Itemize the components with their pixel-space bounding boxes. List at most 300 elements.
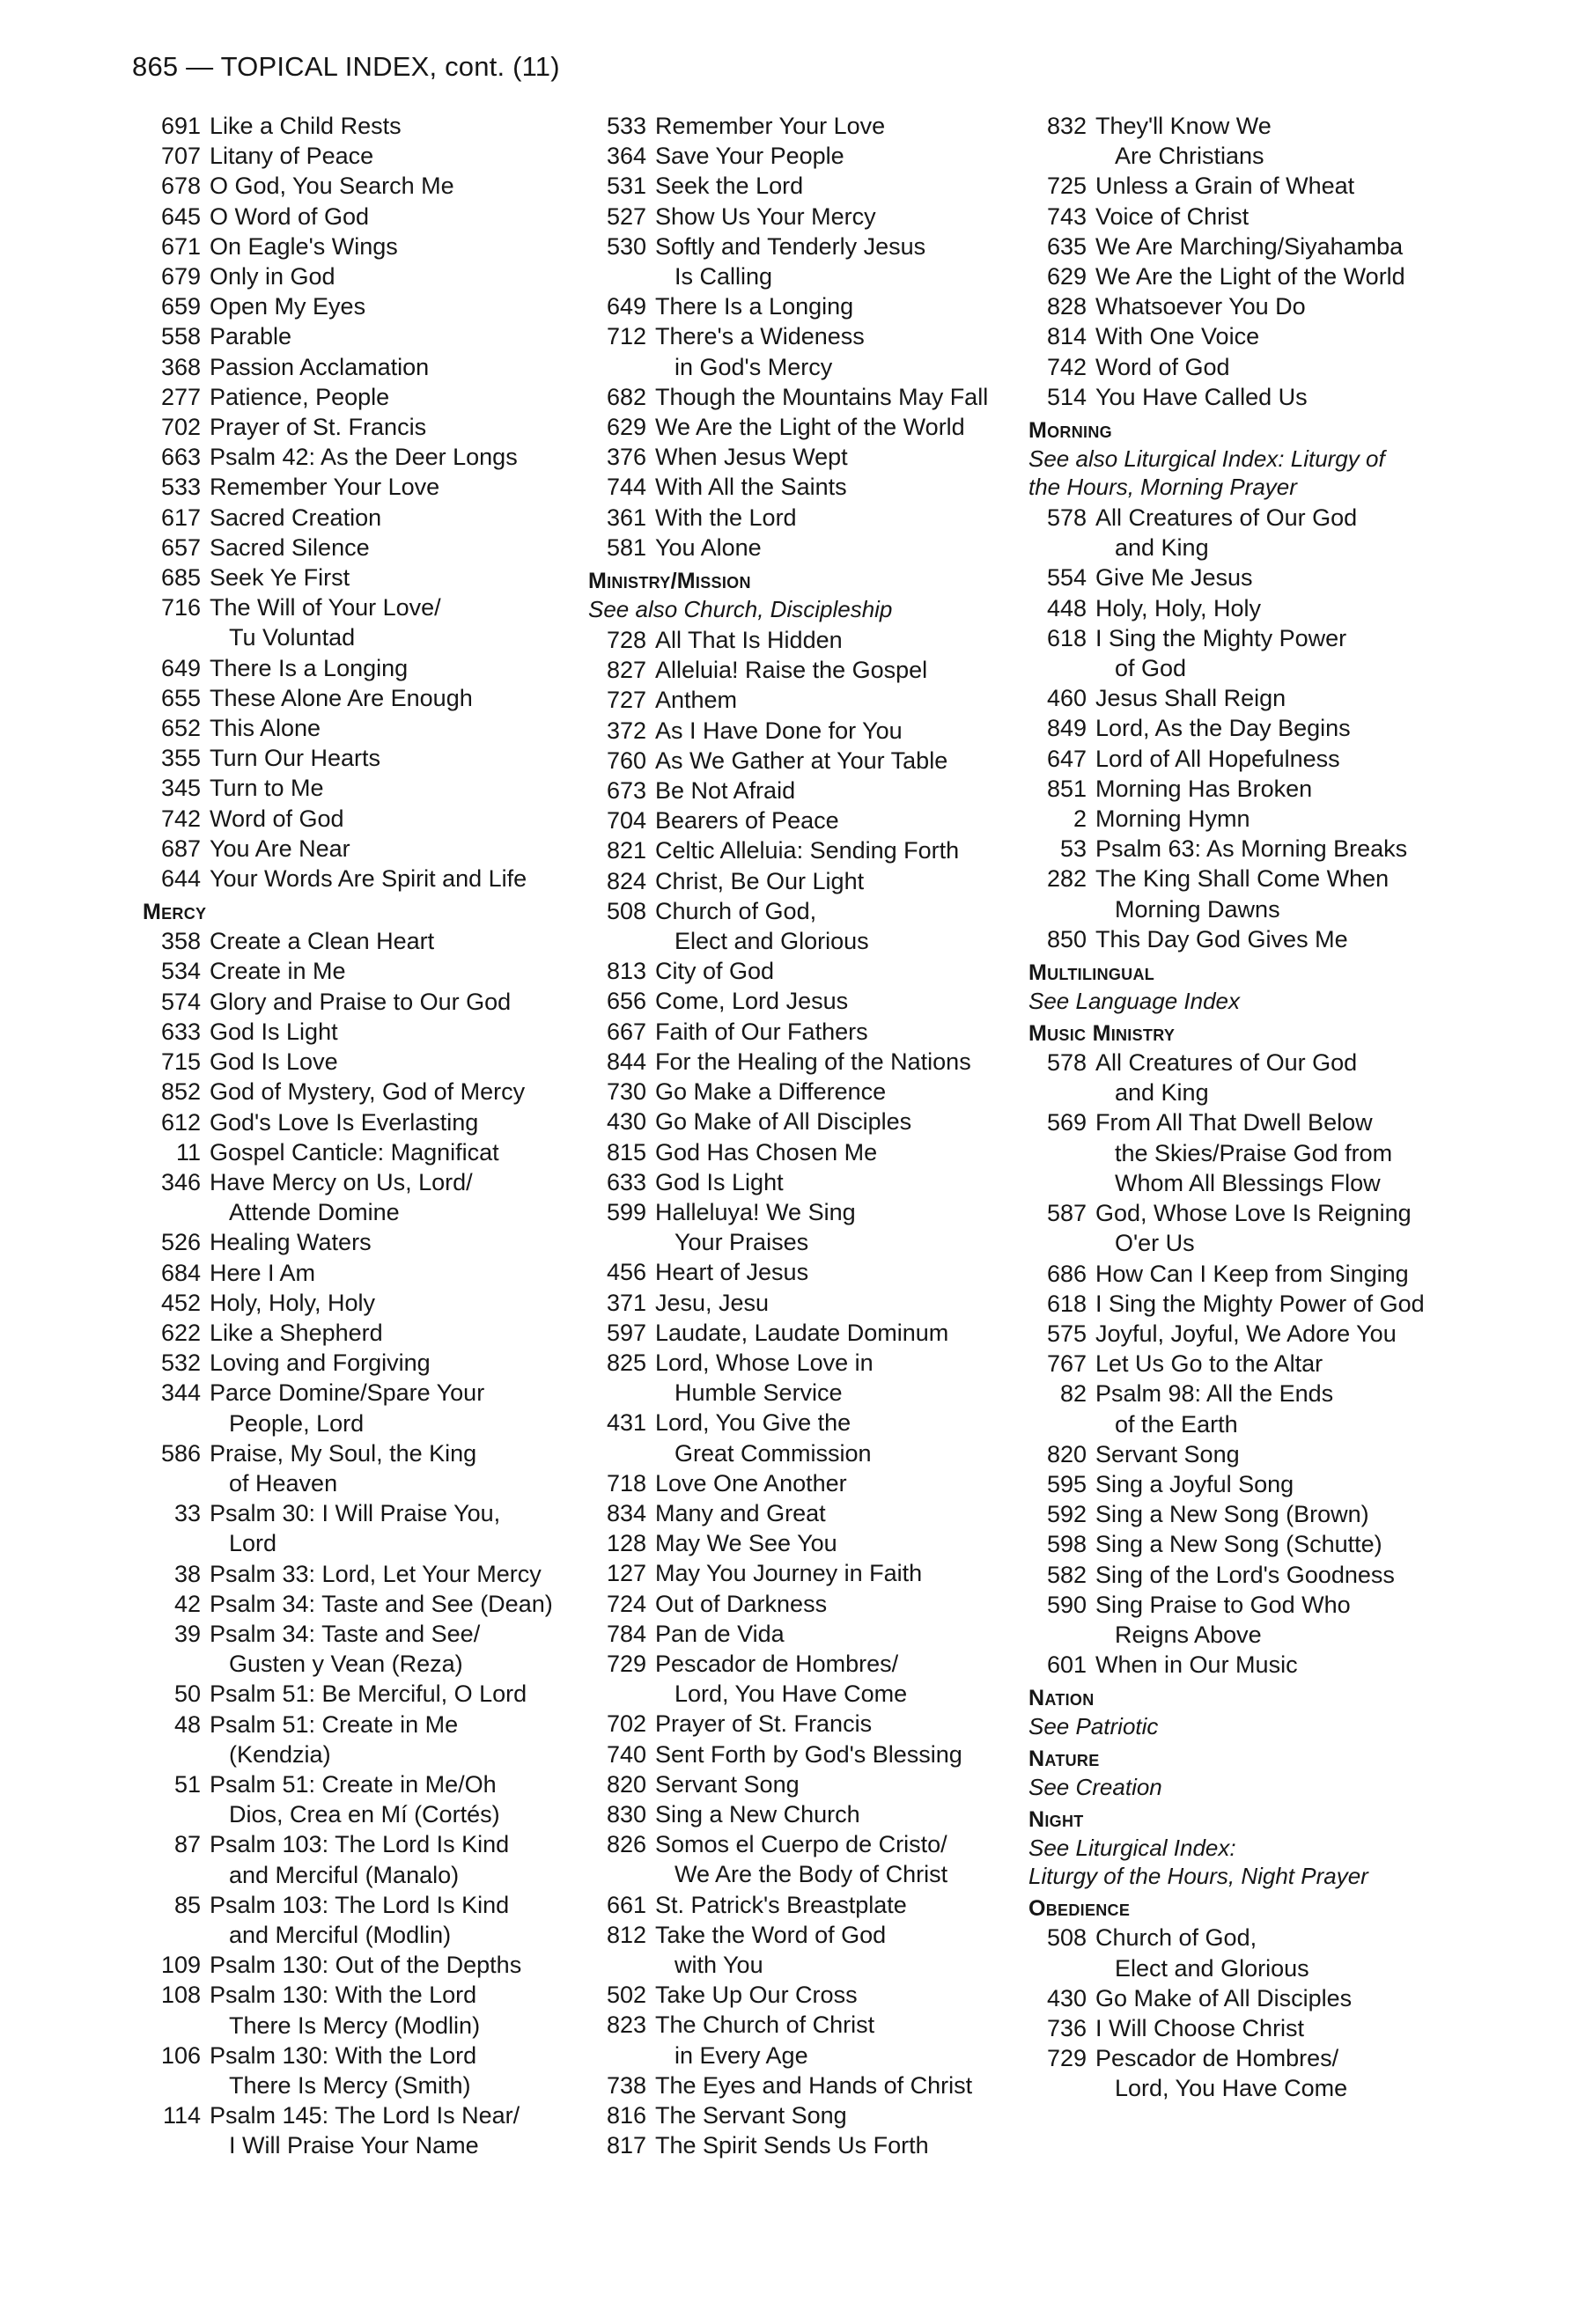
section-heading: Music Ministry xyxy=(1028,1021,1176,1047)
index-entry xyxy=(143,1769,583,1829)
index-entry xyxy=(588,2010,1028,2070)
hymn-number: 826 xyxy=(606,1831,646,1858)
index-entry xyxy=(588,1047,1028,1077)
hymn-title-continuation: Your Praises xyxy=(675,1229,809,1256)
hymn-number: 371 xyxy=(606,1289,646,1316)
hymn-number: 704 xyxy=(606,807,646,835)
hymn-title xyxy=(655,1799,1028,1829)
hymn-title-continuation: There Is Mercy (Modlin) xyxy=(229,2011,481,2039)
index-entry xyxy=(588,805,1028,835)
hymn-number: 51 xyxy=(173,1770,201,1798)
hymn-title-line: Halleluya! We Sing xyxy=(655,1198,856,1225)
hymn-title-line: Turn to Me xyxy=(210,775,324,802)
hymn-title xyxy=(655,625,1028,655)
hymn-title-line: O God, You Search Me xyxy=(210,173,454,200)
hymn-number: 2 xyxy=(1073,805,1087,833)
hymn-number: 38 xyxy=(173,1560,201,1587)
index-entry xyxy=(1028,261,1486,291)
index-entry xyxy=(588,1769,1028,1799)
hymn-title-continuation: the Skies/Praise God from xyxy=(1115,1139,1393,1166)
hymn-title-continuation: I Will Praise Your Name xyxy=(229,2132,479,2159)
hymn-title-continuation: Lord xyxy=(229,1530,277,1557)
see-reference xyxy=(1028,1773,1486,1801)
index-entry xyxy=(588,1318,1028,1348)
hymn-title-line: Here I Am xyxy=(210,1259,316,1286)
hymn-title-line: All That Is Hidden xyxy=(655,627,843,654)
index-entry xyxy=(588,1107,1028,1136)
hymn-title-line: Many and Great xyxy=(655,1499,826,1526)
hymn-number: 128 xyxy=(606,1530,646,1557)
index-entry xyxy=(588,1829,1028,1889)
hymn-number: 736 xyxy=(1046,2014,1087,2041)
hymn-title-continuation: Elect and Glorious xyxy=(675,928,869,955)
hymn-number: 597 xyxy=(606,1319,646,1346)
hymn-title xyxy=(655,2100,1028,2130)
index-entry xyxy=(1028,1650,1486,1680)
hymn-title-line: Celtic Alleluia: Sending Forth xyxy=(655,837,960,864)
hymn-title xyxy=(1095,321,1486,351)
hymn-title xyxy=(1095,864,1486,923)
index-entry xyxy=(1028,924,1486,954)
hymn-title-line: All Creatures of Our God xyxy=(1095,504,1358,532)
index-entry xyxy=(143,382,583,412)
index-entry xyxy=(143,956,583,986)
hymn-number: 355 xyxy=(160,745,201,772)
hymn-title xyxy=(655,412,1028,442)
hymn-number: 834 xyxy=(606,1499,646,1526)
hymn-number: 812 xyxy=(606,1921,646,1948)
hymn-title-line: Create a Clean Heart xyxy=(210,928,435,955)
hymn-title-continuation: of God xyxy=(1115,655,1187,682)
hymn-title xyxy=(210,1258,583,1288)
index-entry xyxy=(588,1589,1028,1619)
hymn-title xyxy=(1095,1499,1486,1529)
hymn-title xyxy=(210,1980,583,2040)
hymn-title-line: Prayer of St. Francis xyxy=(210,414,427,441)
hymn-number: 716 xyxy=(160,594,201,621)
hymn-number: 578 xyxy=(1046,504,1087,532)
hymn-title-line: Let Us Go to the Altar xyxy=(1095,1350,1323,1378)
hymn-number: 647 xyxy=(1046,745,1087,772)
index-entry xyxy=(143,1288,583,1318)
see-reference-line: See Liturgical Index: xyxy=(1028,1835,1236,1862)
hymn-title xyxy=(655,655,1028,685)
hymn-title-line: The Eyes and Hands of Christ xyxy=(655,2071,973,2099)
index-entry xyxy=(588,1558,1028,1588)
hymn-title-line: Psalm 145: The Lord Is Near/ xyxy=(210,2102,520,2129)
hymn-title xyxy=(1095,1319,1486,1349)
see-reference-line: See Language Index xyxy=(1028,988,1240,1015)
hymn-title xyxy=(655,2010,1028,2070)
index-entry xyxy=(1028,593,1486,623)
hymn-title-line: The King Shall Come When xyxy=(1095,865,1390,893)
hymn-number: 344 xyxy=(160,1379,201,1407)
index-entry xyxy=(588,655,1028,685)
hymn-title xyxy=(210,442,583,472)
hymn-title-line: Patience, People xyxy=(210,383,390,410)
hymn-number: 346 xyxy=(160,1168,201,1195)
hymn-title-line: Servant Song xyxy=(655,1770,800,1798)
hymn-number: 742 xyxy=(160,805,201,832)
hymn-title xyxy=(210,412,583,442)
hymn-title xyxy=(655,232,1028,291)
hymn-number: 127 xyxy=(606,1560,646,1587)
hymn-number: 784 xyxy=(606,1620,646,1647)
hymn-title xyxy=(655,1769,1028,1799)
hymn-title-line: Litany of Peace xyxy=(210,143,374,170)
hymn-number: 595 xyxy=(1046,1470,1087,1497)
hymn-number: 629 xyxy=(1046,263,1087,290)
index-entry xyxy=(1028,804,1486,834)
index-entry xyxy=(143,442,583,472)
hymn-title-line: The Church of Christ xyxy=(655,2011,875,2039)
hymn-title-line: Out of Darkness xyxy=(655,1590,828,1617)
index-entry xyxy=(143,563,583,592)
hymn-title-line: Psalm 103: The Lord Is Kind xyxy=(210,1891,510,1918)
hymn-number: 633 xyxy=(606,1168,646,1195)
hymn-number: 599 xyxy=(606,1198,646,1225)
hymn-title-line: With One Voice xyxy=(1095,323,1260,350)
hymn-title xyxy=(655,1017,1028,1047)
index-entry xyxy=(588,1017,1028,1047)
index-column-3 xyxy=(1028,111,1486,2104)
index-entry xyxy=(1028,1499,1486,1529)
hymn-title xyxy=(655,1619,1028,1649)
hymn-title-line: Open My Eyes xyxy=(210,293,366,320)
hymn-number: 727 xyxy=(606,687,646,714)
hymn-number: 815 xyxy=(606,1138,646,1166)
index-entry xyxy=(143,1438,583,1498)
hymn-title xyxy=(1095,593,1486,623)
index-entry xyxy=(143,291,583,321)
index-entry xyxy=(143,1559,583,1589)
hymn-title xyxy=(1095,1198,1486,1258)
hymn-title-line: Whatsoever You Do xyxy=(1095,293,1306,320)
hymn-title xyxy=(210,291,583,321)
hymn-number: 622 xyxy=(160,1319,201,1346)
index-entry xyxy=(588,2070,1028,2100)
hymn-title xyxy=(1095,111,1486,171)
hymn-title-continuation: Attende Domine xyxy=(229,1199,400,1226)
hymn-number: 558 xyxy=(160,323,201,350)
hymn-title xyxy=(210,1589,583,1619)
hymn-title xyxy=(655,1288,1028,1318)
hymn-title-line: Show Us Your Mercy xyxy=(655,202,876,230)
hymn-title xyxy=(1095,1379,1486,1438)
hymn-title-line: Remember Your Love xyxy=(210,474,440,501)
hymn-title-continuation: and King xyxy=(1115,1079,1209,1107)
hymn-number: 114 xyxy=(162,2102,201,2129)
hymn-title xyxy=(655,442,1028,472)
hymn-number: 850 xyxy=(1046,925,1087,952)
index-entry xyxy=(588,321,1028,381)
hymn-number: 581 xyxy=(606,533,646,561)
hymn-number: 42 xyxy=(173,1590,201,1617)
hymn-title xyxy=(210,141,583,171)
hymn-title-line: For the Healing of the Nations xyxy=(655,1048,971,1075)
hymn-title xyxy=(1095,1439,1486,1469)
hymn-number: 820 xyxy=(606,1770,646,1798)
hymn-title xyxy=(655,2130,1028,2160)
hymn-title xyxy=(210,171,583,201)
hymn-title xyxy=(1095,563,1486,592)
hymn-number: 514 xyxy=(1046,383,1087,410)
index-entry xyxy=(1028,291,1486,321)
index-entry xyxy=(588,716,1028,746)
hymn-number: 617 xyxy=(160,504,201,531)
index-entry xyxy=(143,1980,583,2040)
index-entry xyxy=(588,382,1028,412)
hymn-title xyxy=(210,1950,583,1980)
hymn-title-continuation: and Merciful (Manalo) xyxy=(229,1861,460,1888)
hymn-number: 738 xyxy=(606,2071,646,2099)
hymn-number: 817 xyxy=(606,2132,646,2159)
hymn-title-line: I Sing the Mighty Power of God xyxy=(1095,1290,1425,1317)
hymn-title-line: From All That Dwell Below xyxy=(1095,1109,1373,1136)
index-entry xyxy=(1028,1319,1486,1349)
hymn-number: 361 xyxy=(606,504,646,531)
hymn-number: 50 xyxy=(173,1680,201,1708)
index-entry xyxy=(143,1589,583,1619)
hymn-title xyxy=(1095,1650,1486,1680)
index-entry xyxy=(143,1137,583,1167)
hymn-number: 569 xyxy=(1046,1109,1087,1136)
hymn-title-line: These Alone Are Enough xyxy=(210,684,473,711)
index-entry xyxy=(1028,744,1486,774)
hymn-title xyxy=(655,1257,1028,1287)
index-entry xyxy=(143,1227,583,1257)
hymn-title xyxy=(210,352,583,382)
index-entry xyxy=(1028,202,1486,232)
hymn-title xyxy=(655,1047,1028,1077)
see-reference xyxy=(1028,987,1486,1015)
index-entry xyxy=(588,685,1028,715)
hymn-title-line: Unless a Grain of Wheat xyxy=(1095,173,1355,200)
hymn-number: 816 xyxy=(606,2102,646,2129)
hymn-title xyxy=(655,1077,1028,1107)
hymn-title xyxy=(655,1318,1028,1348)
hymn-title-line: Loving and Forgiving xyxy=(210,1350,431,1377)
hymn-title-line: Sacred Silence xyxy=(210,533,370,561)
hymn-title-line: Jesu, Jesu xyxy=(655,1289,770,1316)
hymn-title-continuation: Lord, You Have Come xyxy=(675,1680,908,1708)
hymn-title-line: Love One Another xyxy=(655,1469,847,1497)
hymn-number: 460 xyxy=(1046,685,1087,712)
hymn-number: 684 xyxy=(160,1259,201,1286)
hymn-title-line: God, Whose Love Is Reigning xyxy=(1095,1200,1412,1227)
hymn-title xyxy=(210,202,583,232)
hymn-title-line: Church of God, xyxy=(1095,1924,1257,1952)
hymn-number: 685 xyxy=(160,564,201,592)
hymn-number: 652 xyxy=(160,715,201,742)
section-heading: Multilingual xyxy=(1028,960,1155,986)
index-entry xyxy=(143,533,583,563)
hymn-number: 618 xyxy=(1046,1290,1087,1317)
hymn-title xyxy=(655,1107,1028,1136)
see-reference-line: See also Church, Discipleship xyxy=(588,596,893,623)
hymn-title-line: Gospel Canticle: Magnificat xyxy=(210,1138,499,1166)
hymn-title-line: Prayer of St. Francis xyxy=(655,1710,873,1738)
hymn-title-line: Seek the Lord xyxy=(655,173,804,200)
hymn-title-line: Sing a New Song (Brown) xyxy=(1095,1501,1369,1528)
index-entry xyxy=(588,1257,1028,1287)
index-entry xyxy=(143,1348,583,1378)
hymn-number: 744 xyxy=(606,474,646,501)
hymn-title xyxy=(655,896,1028,956)
hymn-number: 282 xyxy=(1046,865,1087,893)
hymn-title-line: Psalm 63: As Morning Breaks xyxy=(1095,835,1408,863)
index-entry xyxy=(1028,352,1486,382)
index-entry xyxy=(143,773,583,803)
hymn-title xyxy=(655,1649,1028,1709)
hymn-title-continuation: with You xyxy=(675,1951,763,1978)
hymn-title-continuation: of Heaven xyxy=(229,1469,338,1497)
index-entry xyxy=(588,533,1028,563)
hymn-title-continuation: and King xyxy=(1115,534,1209,562)
index-entry xyxy=(143,202,583,232)
index-entry xyxy=(143,864,583,894)
see-reference-line: See also Liturgical Index: Liturgy of xyxy=(1028,445,1385,473)
hymn-number: 729 xyxy=(606,1650,646,1677)
hymn-number: 849 xyxy=(1046,715,1087,742)
hymn-title xyxy=(210,956,583,986)
hymn-title-line: God's Love Is Everlasting xyxy=(210,1108,479,1136)
index-entry xyxy=(588,111,1028,141)
hymn-title-line: Holy, Holy, Holy xyxy=(210,1289,376,1316)
hymn-title-line: Psalm 51: Be Merciful, O Lord xyxy=(210,1680,527,1708)
hymn-number: 508 xyxy=(606,897,646,924)
hymn-title xyxy=(1095,202,1486,232)
index-entry xyxy=(1028,321,1486,351)
index-entry xyxy=(1028,774,1486,804)
hymn-number: 108 xyxy=(160,1982,201,2009)
hymn-number: 376 xyxy=(606,444,646,471)
hymn-title xyxy=(210,1769,583,1829)
hymn-number: 702 xyxy=(606,1710,646,1738)
hymn-title xyxy=(655,111,1028,141)
index-entry xyxy=(588,1348,1028,1408)
hymn-number: 649 xyxy=(160,654,201,681)
hymn-title-line: Morning Has Broken xyxy=(1095,775,1313,802)
hymn-title-line: Holy, Holy, Holy xyxy=(1095,594,1262,621)
index-entry xyxy=(588,472,1028,502)
hymn-title xyxy=(1095,1923,1486,1982)
hymn-number: 586 xyxy=(160,1439,201,1467)
hymn-title-line: Laudate, Laudate Dominum xyxy=(655,1319,949,1346)
hymn-number: 832 xyxy=(1046,113,1087,139)
hymn-title xyxy=(655,382,1028,412)
see-reference xyxy=(1028,1712,1486,1740)
index-entry xyxy=(143,171,583,201)
hymn-title-line: Somos el Cuerpo de Cristo/ xyxy=(655,1831,947,1858)
hymn-number: 527 xyxy=(606,202,646,230)
index-entry xyxy=(588,2130,1028,2160)
hymn-number: 828 xyxy=(1046,293,1087,320)
hymn-title-line: God Has Chosen Me xyxy=(655,1138,878,1166)
hymn-title-line: Sing Praise to God Who xyxy=(1095,1591,1351,1618)
hymn-number: 456 xyxy=(606,1259,646,1286)
index-entry xyxy=(143,111,583,141)
hymn-title-line: On Eagle's Wings xyxy=(210,232,398,260)
hymn-title-line: Parable xyxy=(210,323,292,350)
index-entry xyxy=(1028,1048,1486,1107)
hymn-number: 452 xyxy=(160,1289,201,1316)
hymn-title xyxy=(210,743,583,773)
hymn-title-line: All Creatures of Our God xyxy=(1095,1049,1358,1077)
hymn-title-line: You Are Near xyxy=(210,835,350,862)
hymn-number: 825 xyxy=(606,1349,646,1376)
index-entry xyxy=(1028,1983,1486,2013)
index-entry xyxy=(1028,1439,1486,1469)
hymn-title xyxy=(1095,1289,1486,1319)
hymn-number: 48 xyxy=(173,1710,201,1738)
index-entry xyxy=(588,776,1028,805)
hymn-title-line: With All the Saints xyxy=(655,474,847,501)
hymn-number: 820 xyxy=(1046,1440,1087,1467)
hymn-title xyxy=(655,956,1028,986)
hymn-title xyxy=(210,1679,583,1709)
hymn-title-line: Joyful, Joyful, We Adore You xyxy=(1095,1320,1397,1347)
hymn-title xyxy=(655,1348,1028,1408)
hymn-title-line: Psalm 98: All the Ends xyxy=(1095,1380,1334,1408)
hymn-title xyxy=(210,321,583,351)
hymn-title-continuation: and Merciful (Modlin) xyxy=(229,1921,452,1948)
hymn-number: 645 xyxy=(160,202,201,230)
index-entry xyxy=(588,986,1028,1016)
hymn-title xyxy=(655,1528,1028,1558)
index-entry xyxy=(1028,1469,1486,1499)
index-entry xyxy=(143,1679,583,1709)
hymn-title-continuation: Whom All Blessings Flow xyxy=(1115,1169,1381,1196)
hymn-title xyxy=(1095,382,1486,412)
hymn-title-line: The Will of Your Love/ xyxy=(210,594,441,621)
page-title: 865 — TOPICAL INDEX, cont. (11) xyxy=(132,51,560,82)
hymn-title-line: Sing a New Song (Schutte) xyxy=(1095,1531,1382,1558)
hymn-number: 430 xyxy=(606,1108,646,1136)
hymn-number: 526 xyxy=(160,1229,201,1256)
hymn-title-line: Lord, Whose Love in xyxy=(655,1349,874,1376)
hymn-title-line: Healing Waters xyxy=(210,1229,372,1256)
index-entry xyxy=(1028,2043,1486,2103)
hymn-number: 678 xyxy=(160,173,201,200)
index-entry xyxy=(588,1920,1028,1980)
hymn-title-line: Psalm 51: Create in Me/Oh xyxy=(210,1770,497,1798)
see-reference-line: Liturgy of the Hours, Night Prayer xyxy=(1028,1863,1368,1890)
hymn-title-line: Faith of Our Fathers xyxy=(655,1018,868,1045)
hymn-title xyxy=(655,171,1028,201)
hymn-number: 663 xyxy=(160,444,201,471)
hymn-title xyxy=(210,987,583,1017)
hymn-number: 767 xyxy=(1046,1350,1087,1378)
hymn-title xyxy=(1095,1349,1486,1379)
hymn-title xyxy=(655,1890,1028,1920)
hymn-title-line: God Is Light xyxy=(210,1018,338,1045)
hymn-title-line: Psalm 34: Taste and See (Dean) xyxy=(210,1590,553,1617)
hymn-number: 629 xyxy=(606,414,646,441)
hymn-title xyxy=(655,291,1028,321)
hymn-number: 587 xyxy=(1046,1200,1087,1227)
hymn-number: 612 xyxy=(160,1108,201,1136)
index-entry xyxy=(143,1167,583,1227)
hymn-title-line: This Alone xyxy=(210,715,321,742)
hymn-number: 39 xyxy=(173,1620,201,1647)
index-entry xyxy=(588,746,1028,776)
index-entry xyxy=(143,321,583,351)
hymn-title xyxy=(210,864,583,894)
hymn-title-line: The Servant Song xyxy=(655,2102,847,2129)
index-entry xyxy=(143,1077,583,1107)
hymn-title xyxy=(655,1589,1028,1619)
